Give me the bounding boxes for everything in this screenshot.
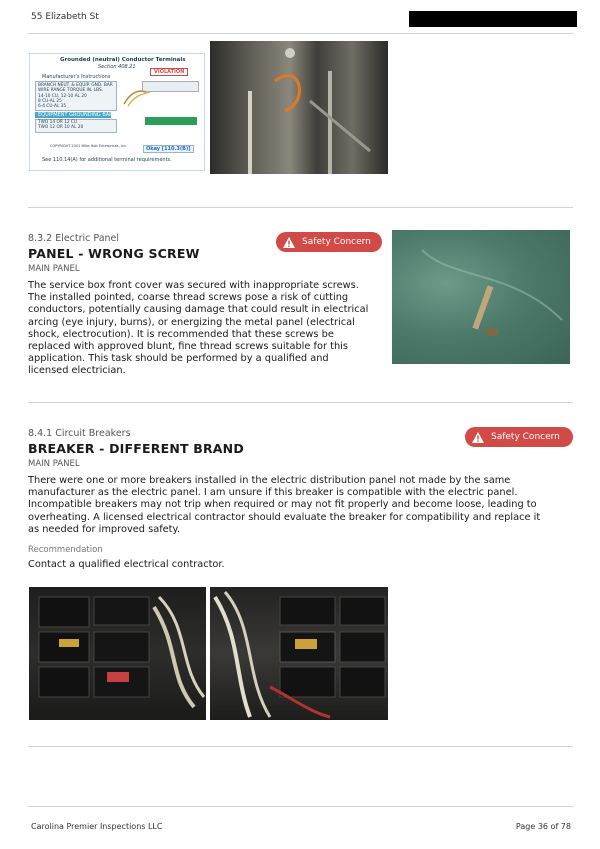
screw-photo-detail: [392, 230, 570, 364]
diagram-footnote: See 110.14(A) for additional terminal requirements.: [42, 157, 172, 163]
breaker-photo-2-detail: [210, 587, 388, 720]
text-line: There were one or more breakers installed in the electric distribution panel not made by the same: [28, 475, 511, 486]
section-number: 8.3.2 Electric Panel: [28, 233, 120, 244]
ground-bar-graphic: [145, 117, 197, 125]
breaker-photo-2: [210, 587, 388, 720]
section-title: PANEL - WRONG SCREW: [28, 246, 200, 261]
text-line: The service box front cover was secured with inappropriate screws.: [28, 280, 359, 291]
diagram-two-row: TWO 14 OR 12 CU: [38, 120, 78, 125]
recommendation-text: Contact a qualified electrical contractor.: [28, 559, 225, 570]
wires-graphic: [122, 86, 202, 108]
diagram-table-two: [35, 119, 117, 133]
diagram-copyright: COPYRIGHT 2001 Mike Holt Enterprises, Inc.: [50, 144, 128, 148]
diagram-two-row: TWO 12 OR 10 AL 20: [38, 125, 84, 130]
code-diagram-image: [29, 53, 205, 171]
text-line: overheating. A licensed electrical contractor should evaluate the breaker for compatibility and replace it: [28, 511, 541, 523]
breaker-photo-1-detail: [29, 587, 206, 720]
screw-photo: [392, 230, 570, 364]
panel-wiring-photo: [210, 41, 388, 174]
diagram-row: 14-10 CU, 12-10 AL 20: [38, 94, 87, 99]
safety-concern-badge: [465, 427, 573, 447]
text-line: shock, electrocution). It is recommended that these screws be: [28, 328, 334, 340]
diagram-row: 8 CU-AL 25: [38, 99, 62, 104]
diagram-table-cols: WIRE RANGE TORQUE IN. LBS.: [38, 88, 104, 93]
diagram-table-head: BRANCH NEUT. & EQUIP. GND. BAR: [38, 83, 113, 88]
recommendation-label: Recommendation: [28, 545, 103, 555]
diagram-section: Section 408.21: [98, 64, 136, 70]
warning-icon: [471, 431, 485, 444]
section-divider: [28, 402, 573, 403]
text-line: licensed electrician.: [28, 365, 126, 377]
text-line: manufacturer as the electric panel. I am unsure if this breaker is compatible with the electric panel.: [28, 487, 518, 499]
section-description: [28, 280, 383, 378]
text-line: arcing (eye injury, burns), or energizing the metal panel (electrical: [28, 316, 355, 328]
warning-icon: [282, 236, 296, 249]
section-divider: [28, 746, 573, 747]
property-address: 55 Elizabeth St: [31, 12, 99, 22]
section-location: MAIN PANEL: [28, 459, 80, 469]
safety-concern-badge: [276, 232, 382, 252]
header-divider: [28, 33, 573, 34]
redacted-bar: [409, 11, 577, 27]
badge-label: Safety Concern: [491, 432, 560, 442]
breaker-photo-1: [29, 587, 206, 720]
text-line: as needed for improved safety.: [28, 523, 181, 535]
footer-divider: [28, 806, 573, 807]
wiring-photo-detail: [210, 41, 388, 174]
text-line: The installed pointed, coarse thread screws pose a risk of cutting: [28, 292, 349, 304]
text-line: replaced with approved blunt, fine thread screws suitable for this: [28, 341, 348, 353]
diagram-equip-bar: EQUIPMENT GROUNDING BAR: [35, 112, 111, 118]
text-line: application. This task should be performed by a qualified and: [28, 353, 329, 365]
diagram-row: 6-4 CU-AL 35: [38, 104, 67, 109]
diagram-manufacturer: Manufacturer's Instructions: [42, 74, 111, 80]
badge-label: Safety Concern: [302, 237, 371, 247]
text-line: conductors, potentially causing damage that could result in electrical: [28, 304, 369, 316]
footer-page-number: Page 36 of 78: [515, 822, 571, 831]
section-location: MAIN PANEL: [28, 264, 80, 274]
section-description: [28, 475, 573, 536]
section-title: BREAKER - DIFFERENT BRAND: [28, 441, 244, 456]
diagram-okay-label: Okay [110.3(B)]: [143, 145, 194, 153]
diagram-title: Grounded (neutral) Conductor Terminals: [60, 57, 186, 63]
section-number: 8.4.1 Circuit Breakers: [28, 428, 131, 439]
text-line: Incompatible breakers may not trip when required or may not fit properly and become loose, leading to: [28, 499, 537, 511]
diagram-table: [35, 81, 117, 111]
section-divider: [28, 207, 573, 208]
diagram-violation-label: VIOLATION: [150, 68, 188, 76]
footer-company: Carolina Premier Inspections LLC: [31, 822, 163, 831]
